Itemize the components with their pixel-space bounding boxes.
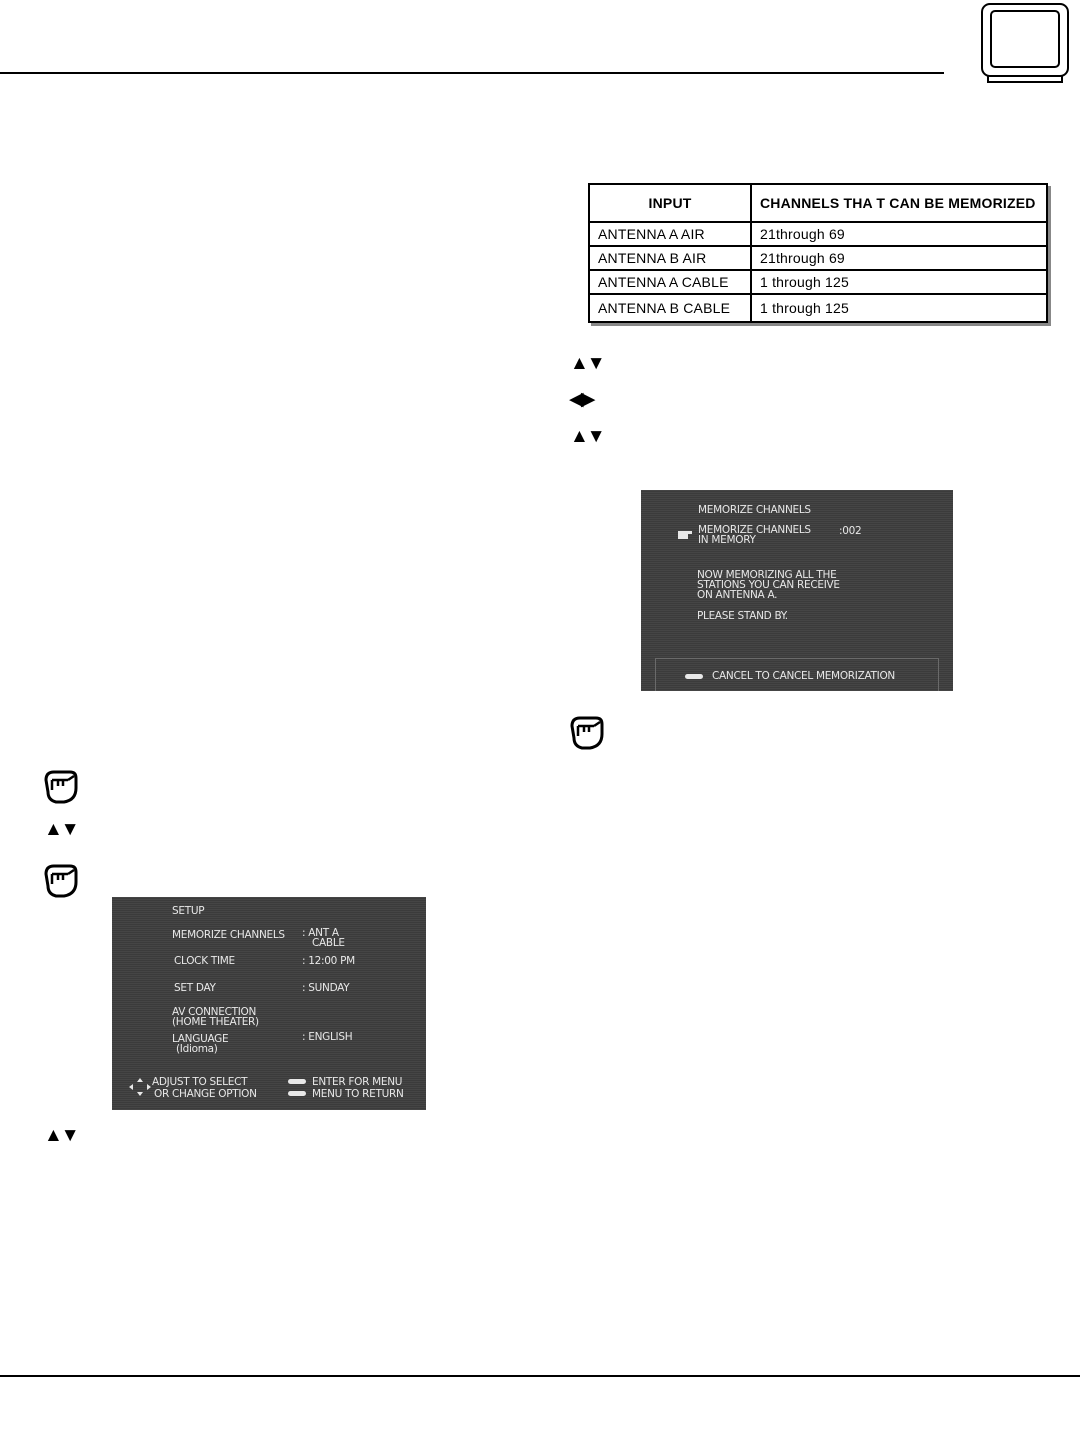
up-down-arrows-icon: ▲▼ bbox=[44, 1125, 78, 1146]
memorize-channel-count: :002 bbox=[839, 525, 862, 537]
table-cell-input: ANTENNA B CABLE bbox=[589, 294, 751, 322]
hand-tip-icon bbox=[42, 860, 82, 900]
dpad-icon bbox=[129, 1078, 151, 1096]
up-down-arrows-icon: ▲▼ bbox=[570, 426, 604, 447]
memorize-standby: PLEASE STAND BY. bbox=[697, 610, 788, 622]
table-row bbox=[589, 270, 1047, 294]
table-cell-channels: 1 through 125 bbox=[751, 294, 1047, 322]
setup-row-value: : 12:00 PM bbox=[302, 955, 355, 967]
hint-adjust-line1: ADJUST TO SELECT bbox=[152, 1076, 248, 1088]
table-header-channels: CHANNELS THA T CAN BE MEMORIZED bbox=[751, 184, 1047, 222]
setup-row-label: MEMORIZE CHANNELS bbox=[172, 929, 285, 941]
setup-row-label: CLOCK TIME bbox=[174, 955, 235, 967]
hint-adjust-line2: OR CHANGE OPTION bbox=[154, 1088, 257, 1100]
setup-row-label2: (HOME THEATER) bbox=[172, 1016, 259, 1028]
setup-row-label: SET DAY bbox=[174, 982, 216, 994]
table-header-row bbox=[589, 184, 1047, 222]
table-cell-input: ANTENNA B AIR bbox=[589, 246, 751, 270]
footer-rule bbox=[0, 1375, 1080, 1377]
table-cell-input: ANTENNA A CABLE bbox=[589, 270, 751, 294]
up-down-arrows-icon: ▲▼ bbox=[44, 819, 78, 840]
setup-row-label: AV CONNECTION bbox=[172, 1006, 257, 1018]
memorize-item-line1: MEMORIZE CHANNELS bbox=[698, 524, 811, 536]
cancel-hint-text: CANCEL TO CANCEL MEMORIZATION bbox=[712, 670, 895, 682]
table-header-input: INPUT bbox=[589, 184, 751, 222]
hint-menu: MENU TO RETURN bbox=[312, 1088, 404, 1100]
hint-enter: ENTER FOR MENU bbox=[312, 1076, 403, 1088]
table-cell-channels: 21through 69 bbox=[751, 246, 1047, 270]
setup-screen bbox=[112, 897, 426, 1110]
memorize-screen-title: MEMORIZE CHANNELS bbox=[698, 504, 811, 516]
table-cell-channels: 21through 69 bbox=[751, 222, 1047, 246]
pointing-hand-icon bbox=[678, 530, 692, 539]
table-row bbox=[589, 246, 1047, 270]
header-rule bbox=[0, 72, 944, 74]
setup-title: SETUP bbox=[172, 905, 205, 917]
hand-tip-icon bbox=[42, 766, 82, 806]
memorize-msg-line3: ON ANTENNA A. bbox=[697, 589, 778, 601]
table-cell-channels: 1 through 125 bbox=[751, 270, 1047, 294]
setup-row-value: : ANT A bbox=[302, 927, 339, 939]
setup-row-value: : ENGLISH bbox=[302, 1031, 353, 1043]
enter-button-icon bbox=[288, 1079, 306, 1084]
memorize-msg-line1: NOW MEMORIZING ALL THE bbox=[697, 569, 837, 581]
setup-row-value2: CABLE bbox=[312, 937, 345, 949]
up-down-arrows-icon: ▲▼ bbox=[570, 353, 604, 374]
channel-range-table bbox=[588, 183, 1048, 323]
setup-row-label2: (Idioma) bbox=[176, 1043, 218, 1055]
memorize-msg-line2: STATIONS YOU CAN RECEIVE bbox=[697, 579, 840, 591]
menu-button-icon bbox=[288, 1091, 306, 1096]
tv-monitor-icon bbox=[980, 2, 1070, 84]
setup-row-value: : SUNDAY bbox=[302, 982, 350, 994]
table-row bbox=[589, 294, 1047, 322]
hand-tip-icon bbox=[568, 712, 608, 752]
cancel-button-icon bbox=[685, 674, 703, 679]
left-right-arrows-icon: ◀ ▶ bbox=[569, 389, 592, 410]
table-cell-input: ANTENNA A AIR bbox=[589, 222, 751, 246]
table-row bbox=[589, 222, 1047, 246]
memorize-channels-screen bbox=[641, 490, 953, 691]
memorize-item-line2: IN MEMORY bbox=[698, 534, 756, 546]
setup-row-label: LANGUAGE bbox=[172, 1033, 229, 1045]
